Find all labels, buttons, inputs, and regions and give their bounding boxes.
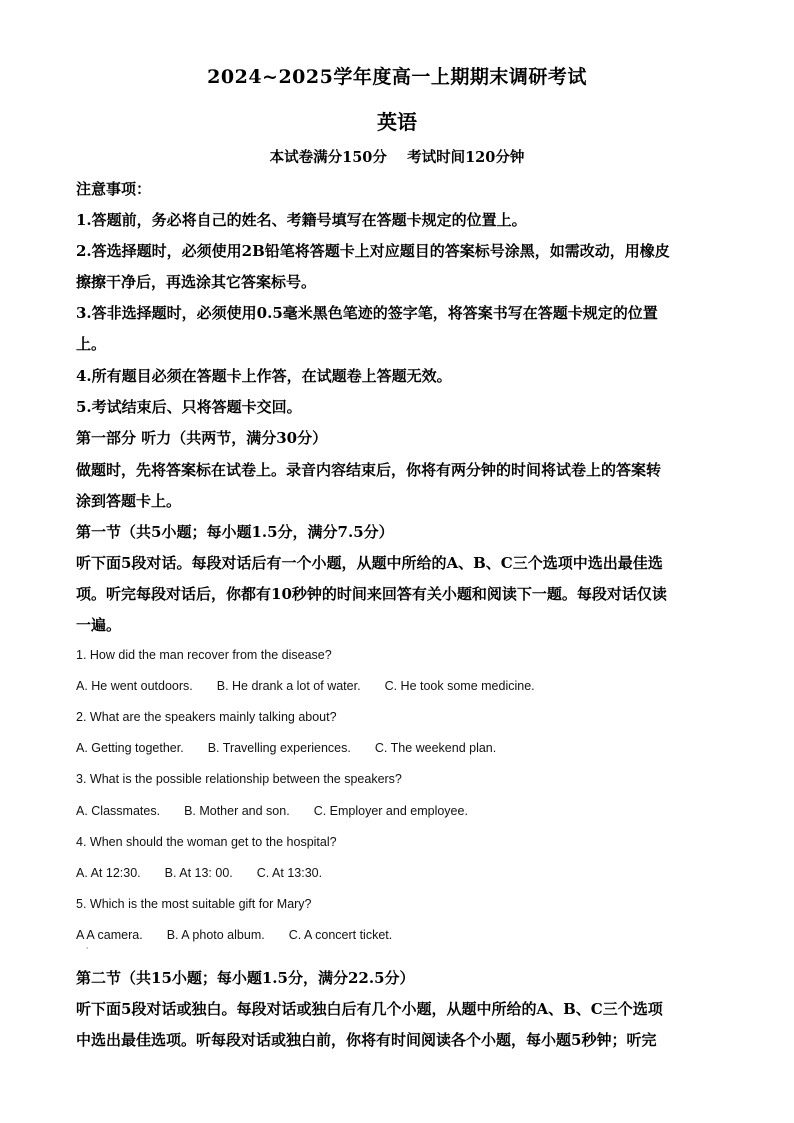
question-2-option-a: A. Getting together.: [76, 741, 184, 755]
question-2-option-b: B. Travelling experiences.: [207, 741, 351, 755]
question-4-option-a: A. At 12:30.: [76, 866, 141, 880]
question-5-stem: 5. Which is the most suitable gift for Mary?: [76, 897, 312, 911]
question-2-option-c: C. The weekend plan.: [374, 741, 497, 755]
question-1-option-c: C. He took some medicine.: [384, 679, 535, 693]
stray-dot: ·: [86, 944, 89, 953]
exam-title: 2024~2025学年度高一上期期末调研考试: [207, 66, 587, 88]
question-4-options: [76, 866, 346, 880]
question-3-options: [76, 804, 492, 818]
question-5-option-b: B. A photo album.: [166, 928, 265, 942]
question-5-options: [76, 928, 416, 942]
part1-intro-line-2: 涂到答题卡上。: [76, 492, 182, 510]
exam-meta: 本试卷满分150分 考试时间120分钟: [269, 149, 525, 166]
notice-item-1: 1.答题前，务必将自己的姓名、考籍号填写在答题卡规定的位置上。: [76, 211, 527, 229]
section2-intro-line-2: 中选出最佳选项。听每段对话或独白前，你将有时间阅读各个小题，每小题5秒钟；听完: [76, 1031, 657, 1049]
notice-item-2-line-1: 2.答选择题时，必须使用2B铅笔将答题卡上对应题目的答案标号涂黑，如需改动，用橡皮: [76, 242, 670, 260]
section1-heading: 第一节（共5小题；每小题1.5分，满分7.5分）: [76, 523, 394, 541]
notice-item-5: 5.考试结束后、只将答题卡交回。: [76, 398, 302, 416]
question-5-option-a: A A camera.: [76, 928, 143, 942]
notice-item-4: 4.所有题目必须在答题卡上作答，在试题卷上答题无效。: [76, 367, 452, 385]
question-4-option-c: C. At 13:30.: [256, 866, 323, 880]
section1-intro-line-3: 一遍。: [76, 616, 122, 634]
exam-subject: 英语: [377, 110, 417, 134]
question-1-stem: 1. How did the man recover from the disease?: [76, 648, 332, 662]
question-1-option-a: A. He went outdoors.: [76, 679, 193, 693]
question-1-option-b: B. He drank a lot of water.: [216, 679, 361, 693]
question-3-option-b: B. Mother and son.: [184, 804, 290, 818]
section1-intro-line-1: 听下面5段对话。每段对话后有一个小题，从题中所给的A、B、C三个选项中选出最佳选: [76, 554, 663, 572]
section1-intro-line-2: 项。听完每段对话后，你都有10秒钟的时间来回答有关小题和阅读下一题。每段对话仅读: [76, 585, 667, 603]
part1-heading: 第一部分 听力（共两节，满分30分）: [76, 429, 328, 447]
question-3-option-c: C. Employer and employee.: [313, 804, 468, 818]
question-4-stem: 4. When should the woman get to the hospital?: [76, 835, 337, 849]
question-3-stem: 3. What is the possible relationship between the speakers?: [76, 772, 402, 786]
notice-heading: 注意事项：: [76, 180, 152, 198]
question-2-stem: 2. What are the speakers mainly talking about?: [76, 710, 337, 724]
question-4-option-b: B. At 13: 00.: [164, 866, 233, 880]
question-5-option-c: C. A concert ticket.: [288, 928, 393, 942]
question-1-options: [76, 679, 559, 693]
question-3-option-a: A. Classmates.: [76, 804, 161, 818]
part1-intro-line-1: 做题时，先将答案标在试卷上。录音内容结束后，你将有两分钟的时间将试卷上的答案转: [76, 461, 662, 479]
section2-intro-line-1: 听下面5段对话或独白。每段对话或独白后有几个小题，从题中所给的A、B、C三个选项: [76, 1000, 663, 1018]
notice-item-3-line-1: 3.答非选择题时，必须使用0.5毫米黑色笔迹的签字笔，将答案书写在答题卡规定的位置: [76, 304, 658, 322]
question-2-options: [76, 741, 520, 755]
section2-heading: 第二节（共15小题；每小题1.5分，满分22.5分）: [76, 969, 415, 987]
notice-item-3-line-2: 上。: [76, 335, 107, 353]
notice-item-2-line-2: 擦擦干净后，再选涂其它答案标号。: [76, 273, 317, 291]
